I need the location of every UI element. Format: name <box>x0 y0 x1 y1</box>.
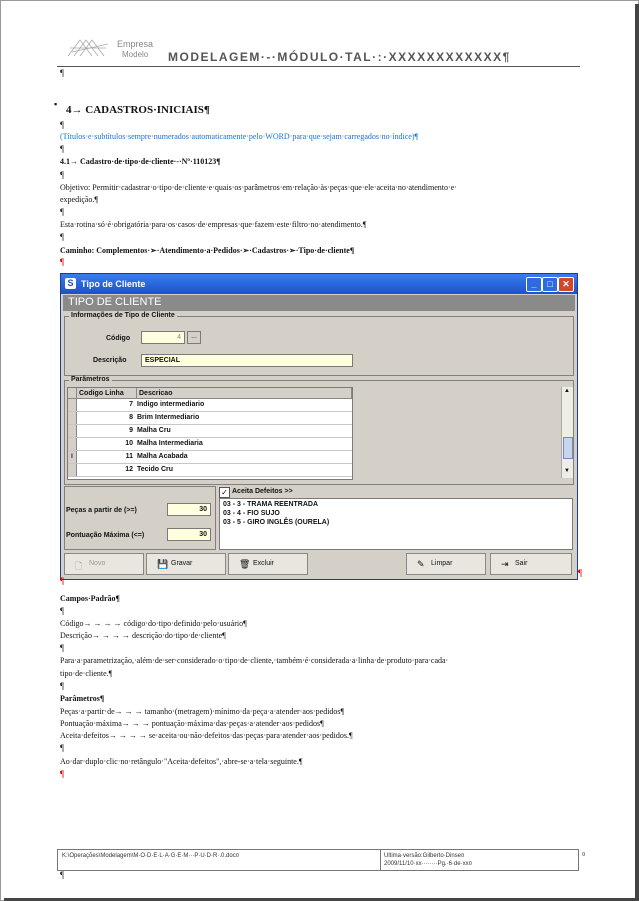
info-group-label: Informações de Tipo de Cliente <box>71 312 175 319</box>
pilcrow-mark: ¶ <box>60 170 65 180</box>
campos-title: Campos·Padrão¶ <box>60 594 120 603</box>
table-row[interactable] <box>68 412 352 425</box>
gravar-label: Gravar <box>171 560 193 567</box>
pilcrow-mark: ¶ <box>60 643 65 653</box>
list-item[interactable]: 03 - 3 - TRAMA REENTRADA <box>223 501 319 508</box>
footer-end-mark: ¤ <box>582 852 586 858</box>
table-row[interactable] <box>68 451 352 464</box>
scroll-thumb[interactable] <box>563 437 573 459</box>
window-banner <box>63 295 575 311</box>
eraser-icon: ✎ <box>417 559 425 569</box>
row-codigo: 11 <box>125 453 133 460</box>
company-logo-icon <box>66 34 110 60</box>
row-indicator <box>68 399 77 411</box>
excluir-label: Excluir <box>253 560 275 567</box>
page-shadow-right <box>635 4 639 901</box>
pontuacao-input[interactable]: 30 <box>167 528 211 541</box>
row-indicator: I <box>68 451 77 463</box>
row-codigo: 8 <box>129 414 133 421</box>
pilcrow-mark: ¶ <box>60 144 65 154</box>
limpar-button[interactable] <box>406 553 486 575</box>
red-pilcrow-mark: ¶ <box>60 769 65 779</box>
bullet-mark: ▪ <box>54 99 58 109</box>
table-row[interactable] <box>68 438 352 451</box>
table-row[interactable] <box>68 399 352 412</box>
grid-scrollbar[interactable] <box>561 387 573 478</box>
novo-label: Novo <box>89 560 106 567</box>
pilcrow-mark: ¶ <box>60 681 65 691</box>
row-descricao: Brim Intermediario <box>137 414 200 421</box>
document-footer <box>57 849 579 871</box>
grid-header-descricao[interactable]: Descricao <box>137 388 352 399</box>
scroll-up-icon[interactable]: ▲ <box>564 388 570 394</box>
exit-icon: ⇥ <box>501 559 509 569</box>
row-codigo: 7 <box>129 401 133 408</box>
codigo-lookup-button[interactable]: ... <box>187 331 201 344</box>
tipo-cliente-window <box>60 273 578 580</box>
minimize-icon[interactable]: _ <box>526 277 542 292</box>
list-item[interactable]: 03 - 5 - GIRO INGLÊS (OURELA) <box>223 519 330 526</box>
pilcrow-mark: ¶ <box>60 743 65 753</box>
row-indicator <box>68 425 77 437</box>
parametros-title: Parâmetros¶ <box>60 694 105 703</box>
limpar-label: Limpar <box>431 560 453 567</box>
list-item[interactable]: 03 - 4 - FIO SUJO <box>223 510 280 517</box>
pecas-input[interactable]: 30 <box>167 503 211 516</box>
row-descricao: Indigo intermediario <box>137 401 205 408</box>
row-indicator <box>68 464 77 476</box>
grid-header-codigo[interactable]: Codigo Linha <box>77 388 137 399</box>
param-text-2: tipo·de·cliente.¶ <box>60 669 113 678</box>
defects-list[interactable] <box>219 498 573 550</box>
logo-line-2: Modelo <box>122 50 149 59</box>
scroll-down-icon[interactable]: ▼ <box>564 468 570 474</box>
aceita-defeitos-label[interactable]: Aceita Defeitos >> <box>232 488 293 495</box>
footer-divider <box>380 850 381 870</box>
codigo-label: Código <box>106 335 131 342</box>
grid-corner <box>68 388 77 399</box>
sair-label: Sair <box>515 560 528 567</box>
campo-codigo-row: Código→ → → → código·do·tipo·definido·pelo·usuário¶ <box>60 619 247 628</box>
close-icon[interactable]: ✕ <box>558 277 574 292</box>
app-icon: S <box>65 278 76 289</box>
numbering-note: (Títulos·e·subtítulos·sempre·numerados·automaticamente·pelo·WORD·para·que·sejam·carregados·no·índice)¶ <box>60 132 419 141</box>
pilcrow-mark: ¶ <box>60 120 65 130</box>
banner-text: TIPO DE CLIENTE <box>68 296 162 308</box>
descricao-input[interactable]: ESPECIAL <box>141 354 353 367</box>
descricao-label: Descrição <box>93 357 127 364</box>
maximize-icon[interactable]: □ <box>542 277 558 292</box>
pilcrow-mark: ¶ <box>60 870 65 880</box>
header-rule <box>57 66 580 67</box>
info-group <box>64 316 574 376</box>
row-codigo: 10 <box>125 440 133 447</box>
pilcrow-mark: ¶ <box>60 606 65 616</box>
sub-heading: 4.1→ Cadastro·de·tipo·de·cliente·-·Nº·110123¶ <box>60 157 221 166</box>
footer-date: 2009/11/10·xx········Pg.·6·de·xx¤ <box>384 861 472 867</box>
linha-grid[interactable] <box>67 387 353 480</box>
parametro-pecas-row: Peças·a·partir·de→ → → tamanho·(metragem)·mínimo·da·peça·a·atender·aos·pedidos¶ <box>60 707 345 716</box>
row-codigo: 9 <box>129 427 133 434</box>
gravar-button[interactable] <box>146 553 226 575</box>
row-codigo: 12 <box>125 466 133 473</box>
parametro-defeitos-row: Aceita·defeitos→ → → → se·aceita·ou·não·defeitos·das·peças·para·atender·aos·pedidos.¶ <box>60 731 353 740</box>
codigo-input[interactable]: 4 <box>141 331 185 344</box>
logo-line-1: Empresa <box>117 39 154 49</box>
red-pilcrow-mark: ¶ <box>60 257 65 267</box>
window-title: Tipo de Cliente <box>81 279 146 289</box>
pontuacao-label: Pontuação Máxima (<=) <box>66 532 145 539</box>
table-row[interactable] <box>68 425 352 438</box>
pilcrow-mark: ¶ <box>60 207 65 217</box>
campo-descricao-row: Descrição→ → → → descrição·do·tipo·de·cliente¶ <box>60 631 226 640</box>
red-pilcrow-mark: ¶ <box>578 568 583 578</box>
params-group-label: Parâmetros <box>71 376 110 383</box>
objective-line-1: Objetivo: Permitir·cadastrar·o·tipo·de·cliente·e·quais·os·parâmetros·em·relação·às·peças·que·ele·aceita·no·atendimento·e· <box>60 183 457 192</box>
pecas-label: Peças a partir de (>=) <box>66 507 137 514</box>
excluir-button[interactable] <box>228 553 308 575</box>
sair-button[interactable] <box>490 553 572 575</box>
footer-version: Ultima·versão:Gilberto·Dinse¤ <box>384 853 465 859</box>
row-descricao: Malha Cru <box>137 427 171 434</box>
document-header-title: MODELAGEM·-·MÓDULO·TAL·:·XXXXXXXXXXXX¶ <box>168 50 511 64</box>
rule-text: Esta·rotina·só·é·obrigatória·para·os·casos·de·empresas·que·fazem·este·filtro·no·atendimento.¶ <box>60 220 367 229</box>
floppy-icon: 💾 <box>157 559 169 569</box>
table-row[interactable] <box>68 464 352 477</box>
trash-icon: 🗑 <box>239 559 251 569</box>
navigation-path: Caminho: Complementos·➢·Atendimento·a·Pedidos·➢·Cadastros·➢·Tipo·de·cliente¶ <box>60 246 355 255</box>
window-titlebar[interactable] <box>61 274 577 294</box>
pilcrow-mark: ¶ <box>60 68 65 78</box>
row-descricao: Tecido Cru <box>137 466 174 473</box>
pilcrow-mark: ¶ <box>60 232 65 242</box>
param-text-1: Para·a·parametrização,·além·de·ser·considerado·o·tipo·de·cliente,·também·é·considerada·a·linha·de·produto·para·cada· <box>60 656 449 665</box>
new-doc-icon: 🗋 <box>75 561 83 571</box>
section-heading: 4→ CADASTROS·INICIAIS¶ <box>66 104 210 116</box>
novo-button[interactable] <box>64 553 144 575</box>
row-indicator <box>68 412 77 424</box>
row-descricao: Malha Acabada <box>137 453 188 460</box>
red-pilcrow-mark: ¶ <box>60 576 65 586</box>
row-descricao: Malha Intermediaria <box>137 440 203 447</box>
row-indicator <box>68 438 77 450</box>
final-text: Ao·dar·duplo·clic·no·retângulo·"Aceita·defeitos",·abre-se·a·tela·seguinte.¶ <box>60 757 303 766</box>
footer-path: K:\Operações\Modelagem\M·O·D·E·L·A·G·E·M···P·U·D·R·.0.doc¤ <box>62 853 240 859</box>
aceita-defeitos-checkbox[interactable]: ✓ <box>219 487 230 498</box>
parametro-pontuacao-row: Pontuação·máxima→ → → pontuação·máxima·das·peças·a·atender·aos·pedidos¶ <box>60 719 324 728</box>
objective-line-2: expedição.¶ <box>60 195 99 204</box>
